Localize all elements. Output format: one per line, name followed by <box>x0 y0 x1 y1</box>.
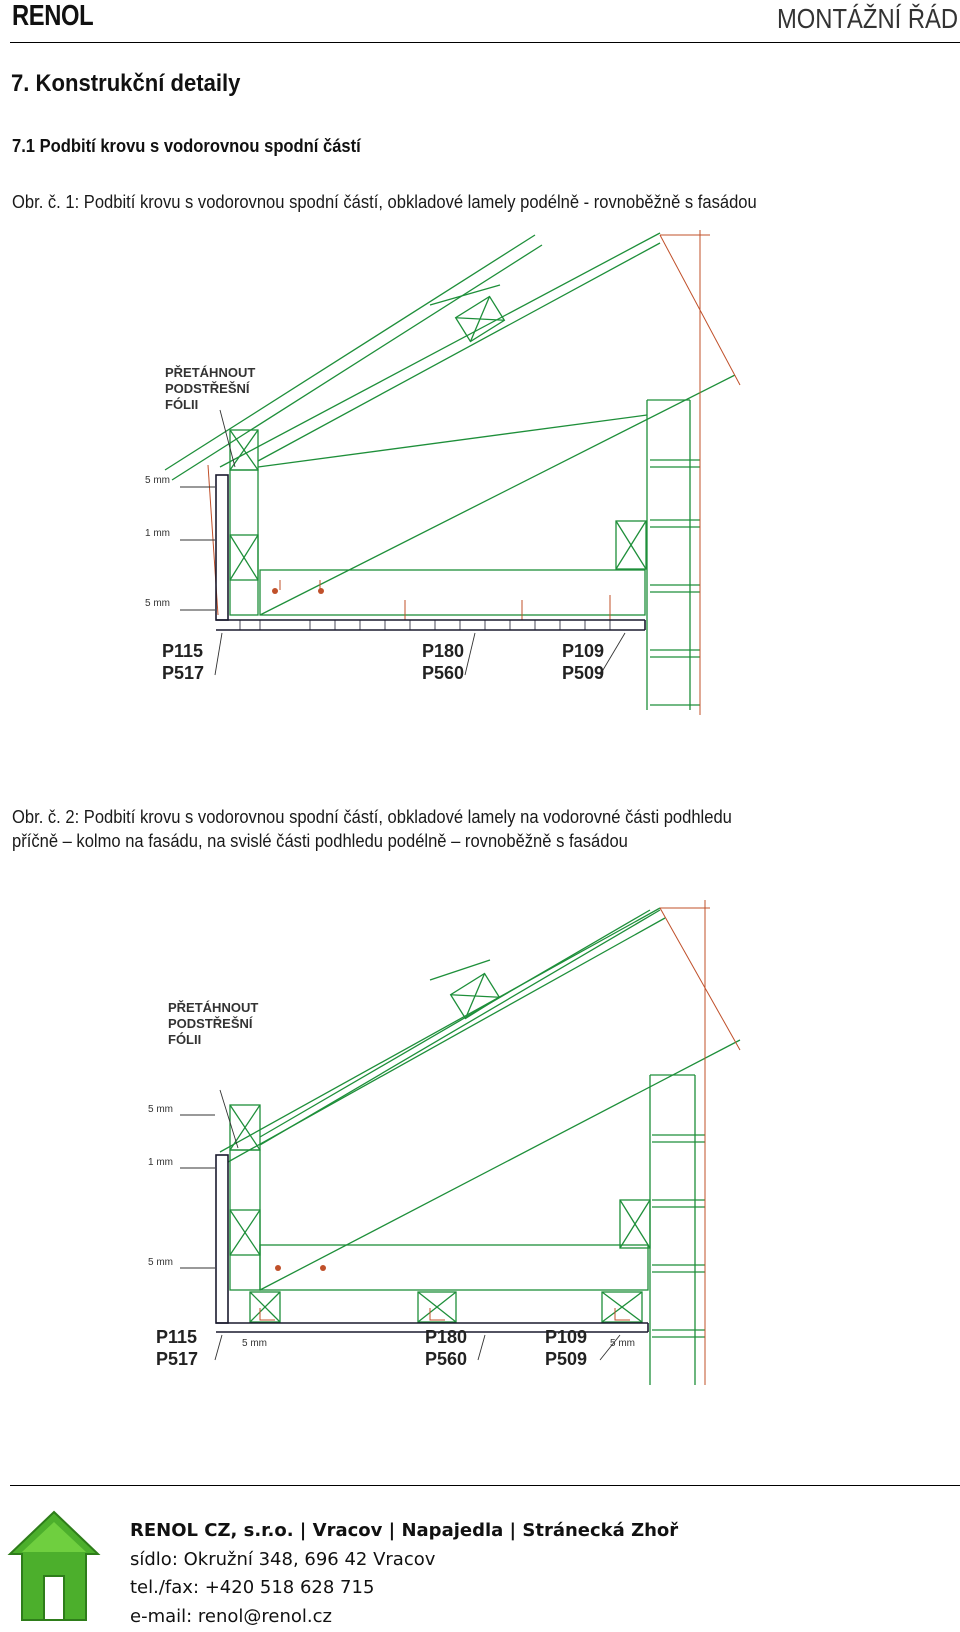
figure2-drawing <box>148 900 760 1415</box>
brand-logo-text: RENOL <box>12 0 94 32</box>
figure2-dim-bottom-right: 5 mm <box>610 1338 635 1349</box>
header-divider <box>10 42 960 43</box>
figure1-dim-middle: 1 mm <box>145 528 170 539</box>
figure2-dim-bottom-left: 5 mm <box>242 1338 267 1349</box>
figure1-note-line1: PŘETÁHNOUT <box>165 365 256 380</box>
subsection-heading: 7.1 Podbití krovu s vodorovnou spodní částí <box>12 136 361 156</box>
figure2-part-p115: P115 <box>156 1327 198 1347</box>
figure1-drawing <box>145 235 760 745</box>
figure2-dim-bottom: 5 mm <box>148 1257 173 1268</box>
figure1-part-p180: P180 <box>422 641 465 661</box>
section-heading: 7. Konstrukční detaily <box>11 70 241 97</box>
figure1-dim-bottom: 5 mm <box>145 598 170 609</box>
figure2-part-p517: P517 <box>156 1349 199 1369</box>
figure1-caption: Obr. č. 1: Podbití krovu s vodorovnou spodní částí, obkladové lamely podélně - rovnoběžně s fasádou <box>12 192 757 212</box>
figure2-caption-line1: Obr. č. 2: Podbití krovu s vodorovnou spodní částí, obkladové lamely na vodorovné části podhledu <box>12 807 732 827</box>
figure1-note-line2: PODSTŘEŠNÍ <box>165 381 250 396</box>
figure2-note-line2: PODSTŘEŠNÍ <box>168 1016 253 1031</box>
figure2-caption-line2: příčně – kolmo na fasádu, na svislé části podhledu podélně – rovnoběžně s fasádou <box>12 831 628 851</box>
figure1-part-p560: P560 <box>422 663 465 683</box>
footer-address: sídlo: Okružní 348, 696 42 Vracov <box>130 1548 436 1570</box>
figure2-part-p109: P109 <box>545 1327 588 1347</box>
figure2-dim-top: 5 mm <box>148 1104 173 1115</box>
figure1-part-p109: P109 <box>562 641 605 661</box>
figure2-dim-middle: 1 mm <box>148 1157 173 1168</box>
figure1-part-p509: P509 <box>562 663 605 683</box>
footer-divider <box>10 1485 960 1486</box>
footer-company: RENOL CZ, s.r.o. | Vracov | Napajedla | Stránecká Zhoř <box>130 1520 679 1541</box>
footer-email[interactable]: e-mail: renol@renol.cz <box>130 1605 332 1627</box>
figure1-part-p115: P115 <box>162 641 204 661</box>
figure2-part-p560: P560 <box>425 1349 468 1369</box>
figure2-note-line1: PŘETÁHNOUT <box>168 1000 259 1015</box>
house-logo-icon <box>6 1508 102 1624</box>
figure2-part-p509: P509 <box>545 1349 588 1369</box>
figure1-note-line3: FÓLII <box>165 397 199 412</box>
footer-contact <box>130 1517 678 1631</box>
figure1-part-p517: P517 <box>162 663 205 683</box>
document-title: MONTÁŽNÍ ŘÁD <box>776 3 958 34</box>
figure2-note-line3: FÓLII <box>168 1032 202 1047</box>
figure2-part-p180: P180 <box>425 1327 468 1347</box>
figure1-dim-top: 5 mm <box>145 475 170 486</box>
footer-phone: tel./fax: +420 518 628 715 <box>130 1577 375 1598</box>
